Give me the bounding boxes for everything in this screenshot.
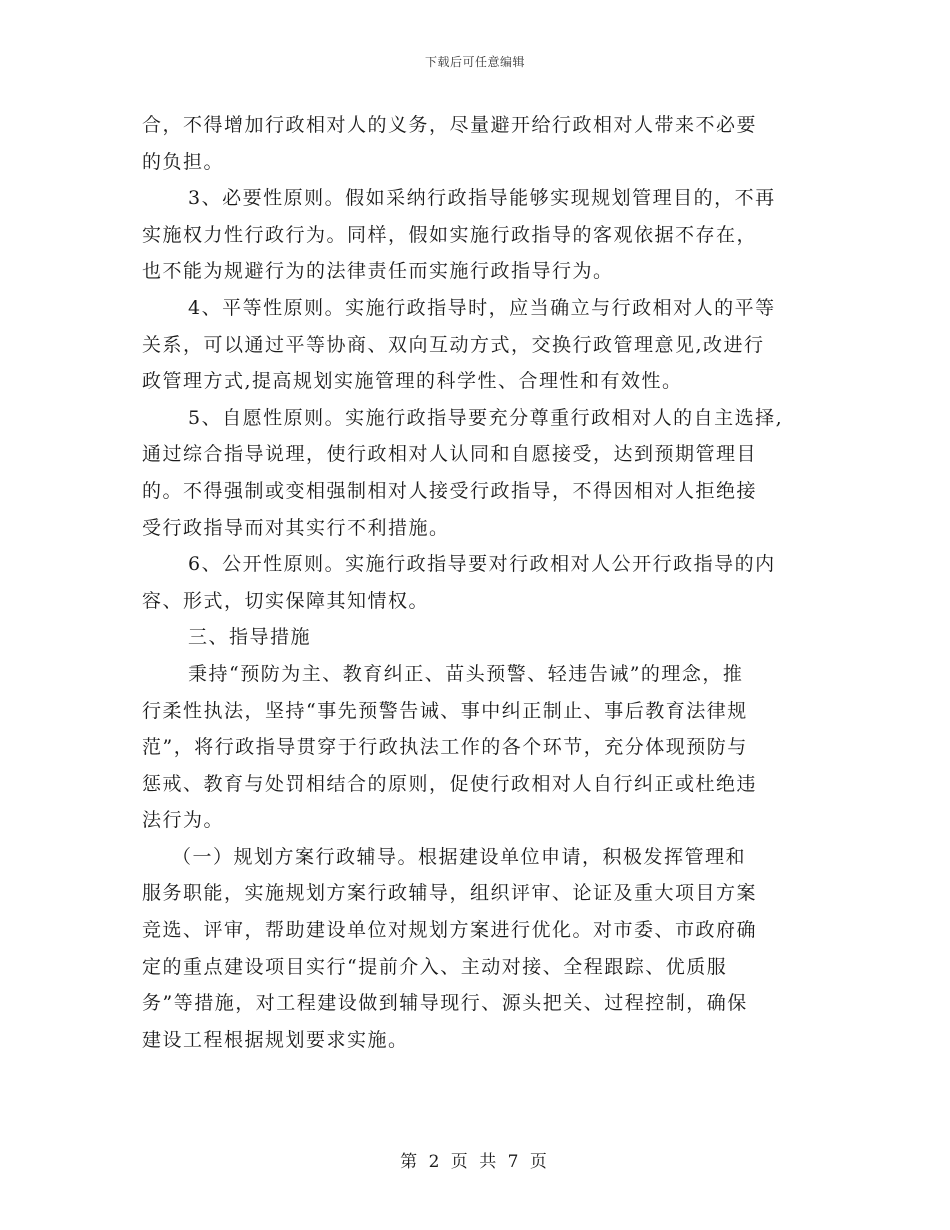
text-line: 惩戒、教育与处罚相结合的原则，促使行政相对人自行纠正或杜绝违 [142,772,758,795]
text-line: 行柔性执法，坚持“事先预警告诫、事中纠正制止、事后教育法律规 [142,699,748,722]
page-number-footer: 第 2 页 共 7 页 [400,1152,550,1172]
text-line: 实施权力性行政行为。同样，假如实施行政指导的客观依据不存在， [142,223,758,246]
text-line: 容、形式，切实保障其知情权。 [142,589,430,612]
text-line: 的负担。 [142,150,225,173]
section-heading: 三、指导措施 [188,626,312,649]
text-line: 通过综合指导说理，使行政相对人认同和自愿接受，达到预期管理目 [142,443,758,466]
paragraph-start-line: （一）规划方案行政辅导。根据建设单位申请，积极发挥管理和 [172,845,747,868]
paragraph-start-line: 4、平等性原则。实施行政指导时，应当确立与行政相对人的平等 [188,296,776,319]
text-line: 范”，将行政指导贯穿于行政执法工作的各个环节，充分体现预防与 [142,736,748,759]
page-header-note: 下载后可任意编辑 [424,55,525,69]
text-line: 关系，可以通过平等协商、双向互动方式，交换行政管理意见,改进行 [142,333,765,356]
document-body [142,107,832,1058]
text-line: 法行为。 [142,809,225,832]
text-line: 合，不得增加行政相对人的义务，尽量避开给行政相对人带来不必要 [142,114,758,136]
text-line: 受行政指导而对其实行不利措施。 [142,516,450,539]
text-line: 的。不得强制或变相强制相对人接受行政指导，不得因相对人拒绝接 [142,479,758,502]
paragraph-start-line: 3、必要性原则。假如采纳行政指导能够实现规划管理目的，不再 [188,187,776,210]
paragraph-start-line: 秉持“预防为主、教育纠正、苗头预警、轻违告诫”的理念，推 [188,662,744,685]
text-line: 服务职能，实施规划方案行政辅导，组织评审、论证及重大项目方案 [142,882,758,905]
text-line: 政管理方式,提高规划实施管理的科学性、合理性和有效性。 [142,370,683,393]
paragraph-start-line: 6、公开性原则。实施行政指导要对行政相对人公开行政指导的内 [188,553,776,576]
text-line: 建设工程根据规划要求实施。 [142,1028,409,1051]
paragraph-start-line: 5、自愿性原则。实施行政指导要充分尊重行政相对人的自主选择, [188,406,784,429]
text-line: 也不能为规避行为的法律责任而实施行政指导行为。 [142,260,614,283]
text-line: 竞选、评审，帮助建设单位对规划方案进行优化。对市委、市政府确 [142,919,758,942]
text-line: 定的重点建设项目实行“提前介入、主动对接、全程跟踪、优质服 [142,955,728,978]
text-line: 务”等措施，对工程建设做到辅导现行、源头把关、过程控制，确保 [142,992,748,1015]
